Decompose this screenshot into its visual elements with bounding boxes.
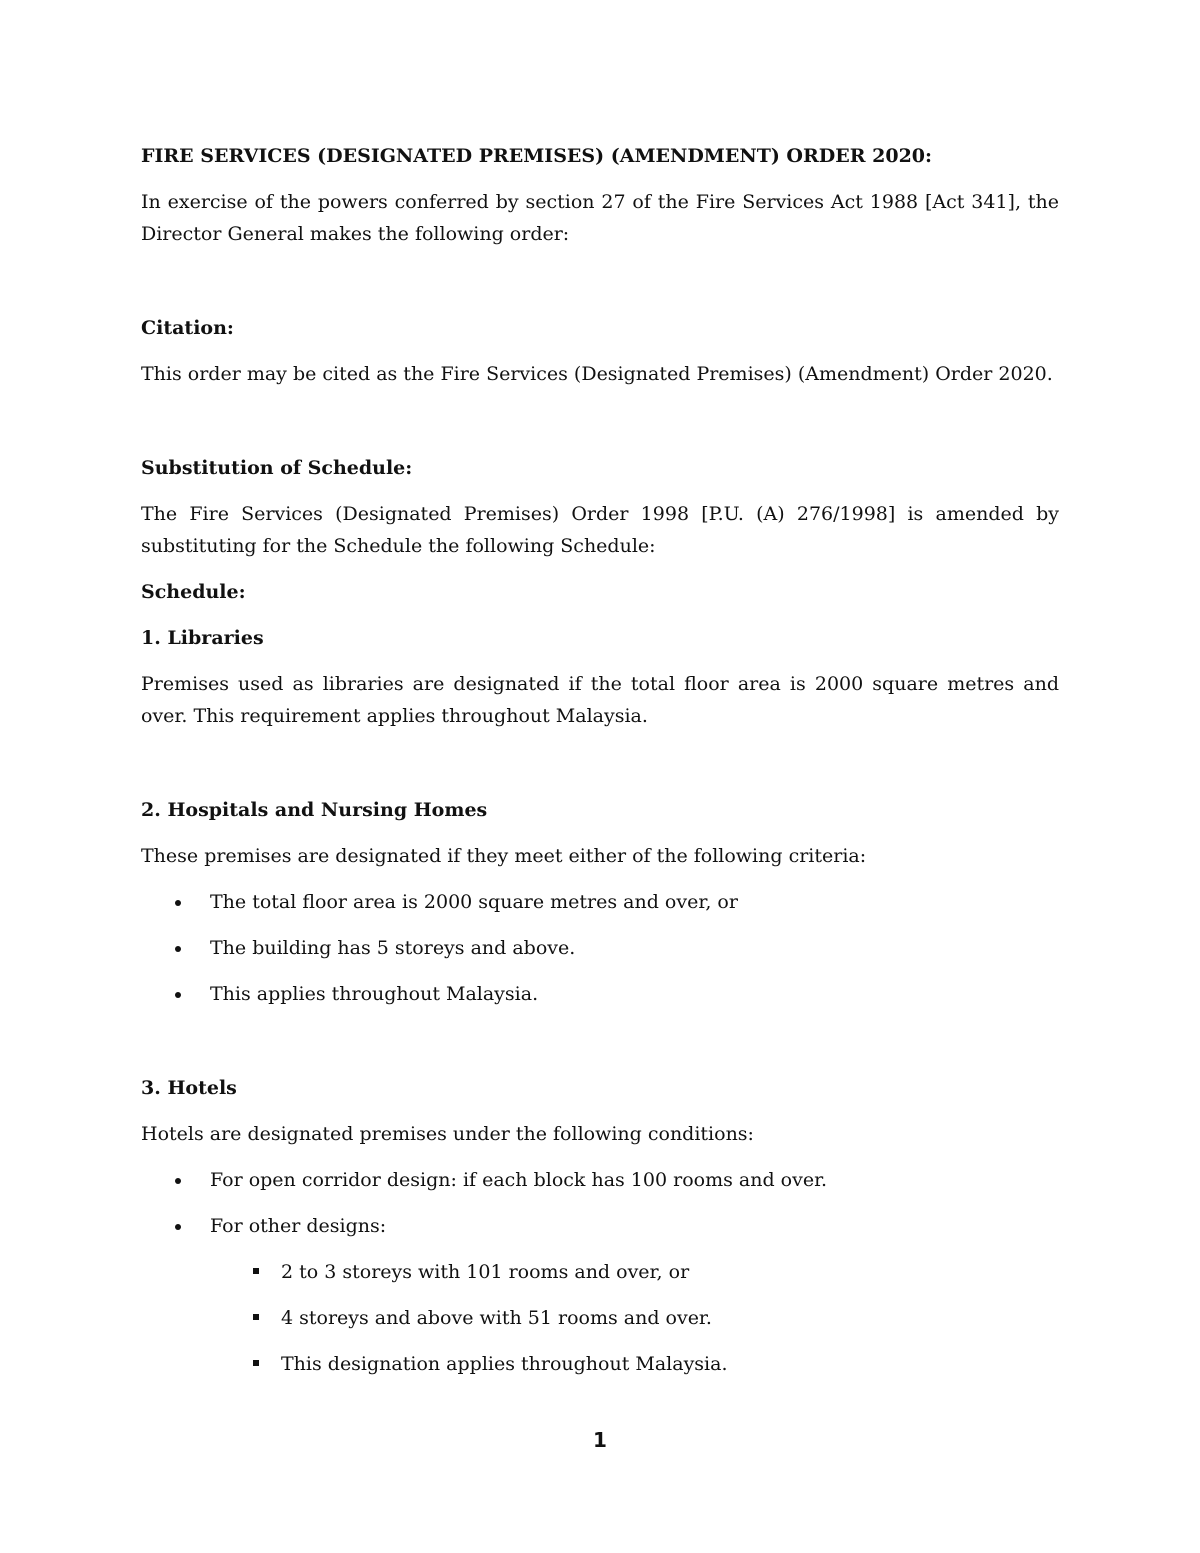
list-item-text: This designation applies throughout Malaysia. xyxy=(281,1353,728,1375)
hotels-bullet-list xyxy=(141,1164,1059,1242)
bullet-icon xyxy=(175,1224,181,1230)
substitution-text: The Fire Services (Designated Premises) Order 1998 [P.U. (A) 276/1998] is amended by substituting for the Schedule the following Schedule: xyxy=(141,503,1059,557)
document-body xyxy=(141,140,1059,1394)
citation-heading: Citation: xyxy=(141,317,234,339)
list-item-text: 2 to 3 storeys with 101 rooms and over, or xyxy=(281,1261,690,1283)
bullet-icon xyxy=(175,946,181,952)
hospitals-bullet-list xyxy=(141,886,1059,1010)
bullet-icon xyxy=(175,1178,181,1184)
libraries-heading: 1. Libraries xyxy=(141,627,264,649)
libraries-text: Premises used as libraries are designated if the total floor area is 2000 square metres and over. This requirement applies throughout Malaysia. xyxy=(141,673,1059,727)
list-item-text: For other designs: xyxy=(210,1215,387,1237)
list-item xyxy=(141,1164,1059,1196)
hospitals-heading: 2. Hospitals and Nursing Homes xyxy=(141,799,488,821)
bullet-icon xyxy=(175,900,181,906)
schedule-heading: Schedule: xyxy=(141,581,246,603)
document-title: FIRE SERVICES (DESIGNATED PREMISES) (AMENDMENT) ORDER 2020: xyxy=(141,145,933,167)
list-item-text: This applies throughout Malaysia. xyxy=(210,983,539,1005)
hotels-sub-bullet-list xyxy=(141,1256,1059,1380)
list-item-text: For open corridor design: if each block has 100 rooms and over. xyxy=(210,1169,828,1191)
square-bullet-icon xyxy=(253,1314,259,1320)
list-item-text: The building has 5 storeys and above. xyxy=(210,937,576,959)
hospitals-text: These premises are designated if they meet either of the following criteria: xyxy=(141,845,867,867)
list-item xyxy=(141,978,1059,1010)
list-item xyxy=(141,886,1059,918)
list-item xyxy=(141,1210,1059,1242)
page-number: 1 xyxy=(593,1428,607,1452)
substitution-heading: Substitution of Schedule: xyxy=(141,457,413,479)
list-item-text: The total floor area is 2000 square metres and over, or xyxy=(210,891,738,913)
hotels-heading: 3. Hotels xyxy=(141,1077,237,1099)
square-bullet-icon xyxy=(253,1360,259,1366)
list-item xyxy=(141,1348,1059,1380)
intro-paragraph: In exercise of the powers conferred by section 27 of the Fire Services Act 1988 [Act 341], the Director General makes the following order: xyxy=(141,191,1059,245)
square-bullet-icon xyxy=(253,1268,259,1274)
list-item xyxy=(141,1256,1059,1288)
list-item xyxy=(141,1302,1059,1334)
citation-text: This order may be cited as the Fire Services (Designated Premises) (Amendment) Order 2020. xyxy=(141,363,1053,385)
list-item xyxy=(141,932,1059,964)
list-item-text: 4 storeys and above with 51 rooms and over. xyxy=(281,1307,712,1329)
hotels-text: Hotels are designated premises under the following conditions: xyxy=(141,1123,754,1145)
bullet-icon xyxy=(175,992,181,998)
